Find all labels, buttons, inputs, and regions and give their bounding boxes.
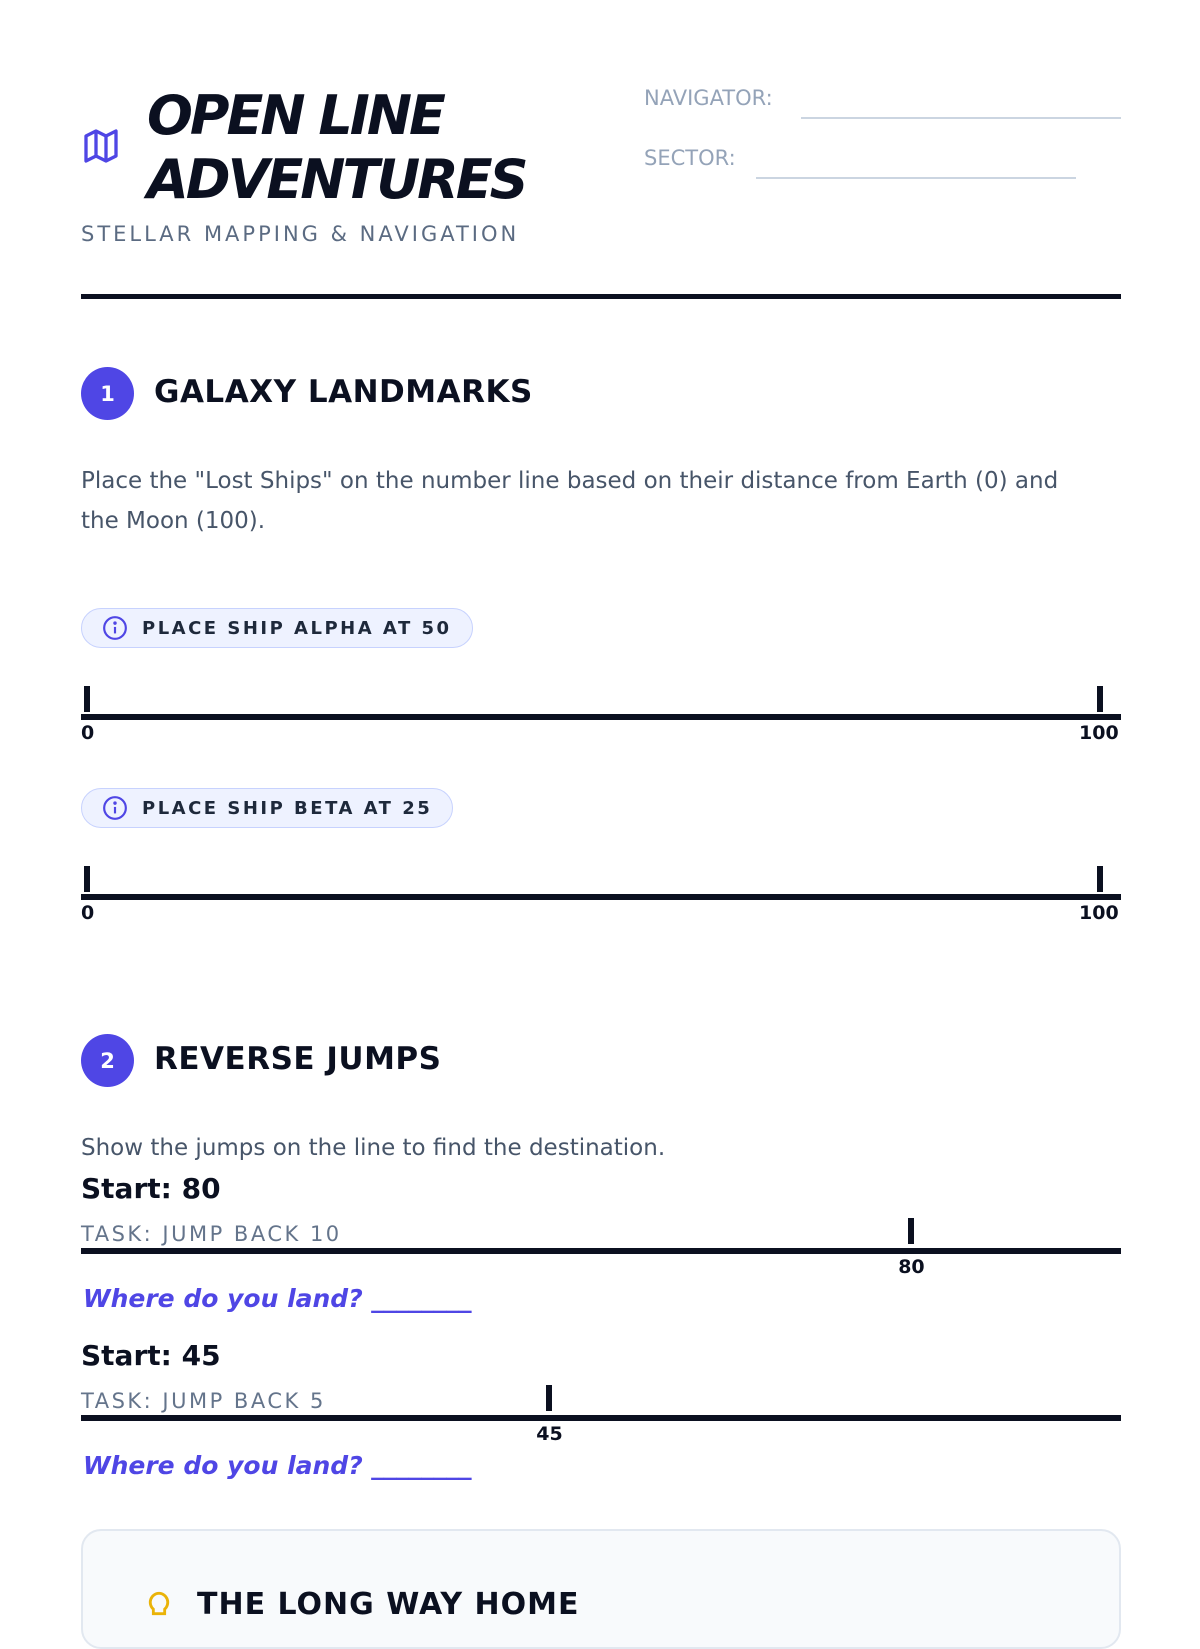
- section-title: GALAXY LANDMARKS: [154, 374, 533, 410]
- start-value: Start: 80: [81, 1172, 221, 1205]
- prompt-text: PLACE SHIP BETA AT 25: [142, 797, 433, 819]
- tick-start: [84, 686, 90, 712]
- sector-label: SECTOR:: [644, 146, 736, 170]
- number-line[interactable]: [81, 894, 1121, 900]
- number-line[interactable]: [81, 1248, 1121, 1254]
- section-instructions: Show the jumps on the line to find the destination.: [81, 1135, 666, 1161]
- section-number-badge: 1: [81, 367, 134, 420]
- section-title: REVERSE JUMPS: [154, 1041, 442, 1077]
- lightbulb-icon: [145, 1591, 173, 1625]
- navigator-field[interactable]: [801, 117, 1121, 119]
- tick-end: [1097, 866, 1103, 892]
- min-label: 0: [81, 722, 95, 744]
- task-text: TASK: JUMP BACK 5: [81, 1389, 326, 1413]
- ship-beta-prompt: [81, 788, 453, 828]
- map-icon: [81, 126, 121, 166]
- start-marker: [908, 1218, 914, 1244]
- min-label: 0: [81, 902, 95, 924]
- prompt-text: PLACE SHIP ALPHA AT 50: [142, 617, 452, 639]
- long-way-home-card: [81, 1529, 1121, 1649]
- info-icon: [102, 795, 128, 821]
- section-number-badge: 2: [81, 1034, 134, 1087]
- sector-field[interactable]: [756, 177, 1076, 179]
- section-instructions: Place the "Lost Ships" on the number line based on their distance from Earth (0) and the Moon (100).: [81, 468, 1059, 534]
- start-marker: [546, 1385, 552, 1411]
- landing-question[interactable]: Where do you land? ________: [83, 1451, 472, 1480]
- landing-question[interactable]: Where do you land? ________: [83, 1284, 472, 1313]
- marker-label: 80: [898, 1256, 925, 1278]
- card-title: THE LONG WAY HOME: [197, 1587, 580, 1622]
- max-label: 100: [1079, 902, 1119, 924]
- info-icon: [102, 615, 128, 641]
- number-line[interactable]: [81, 1415, 1121, 1421]
- tick-end: [1097, 686, 1103, 712]
- brand-title: OPEN LINE ADVENTURES: [147, 84, 526, 211]
- start-value: Start: 45: [81, 1339, 221, 1372]
- max-label: 100: [1079, 722, 1119, 744]
- navigator-label: NAVIGATOR:: [644, 86, 773, 110]
- tick-start: [84, 866, 90, 892]
- header-divider: [81, 294, 1121, 299]
- brand-subtitle: STELLAR MAPPING & NAVIGATION: [81, 222, 520, 246]
- number-line[interactable]: [81, 714, 1121, 720]
- ship-alpha-prompt: [81, 608, 473, 648]
- marker-label: 45: [536, 1423, 563, 1445]
- task-text: TASK: JUMP BACK 10: [81, 1222, 342, 1246]
